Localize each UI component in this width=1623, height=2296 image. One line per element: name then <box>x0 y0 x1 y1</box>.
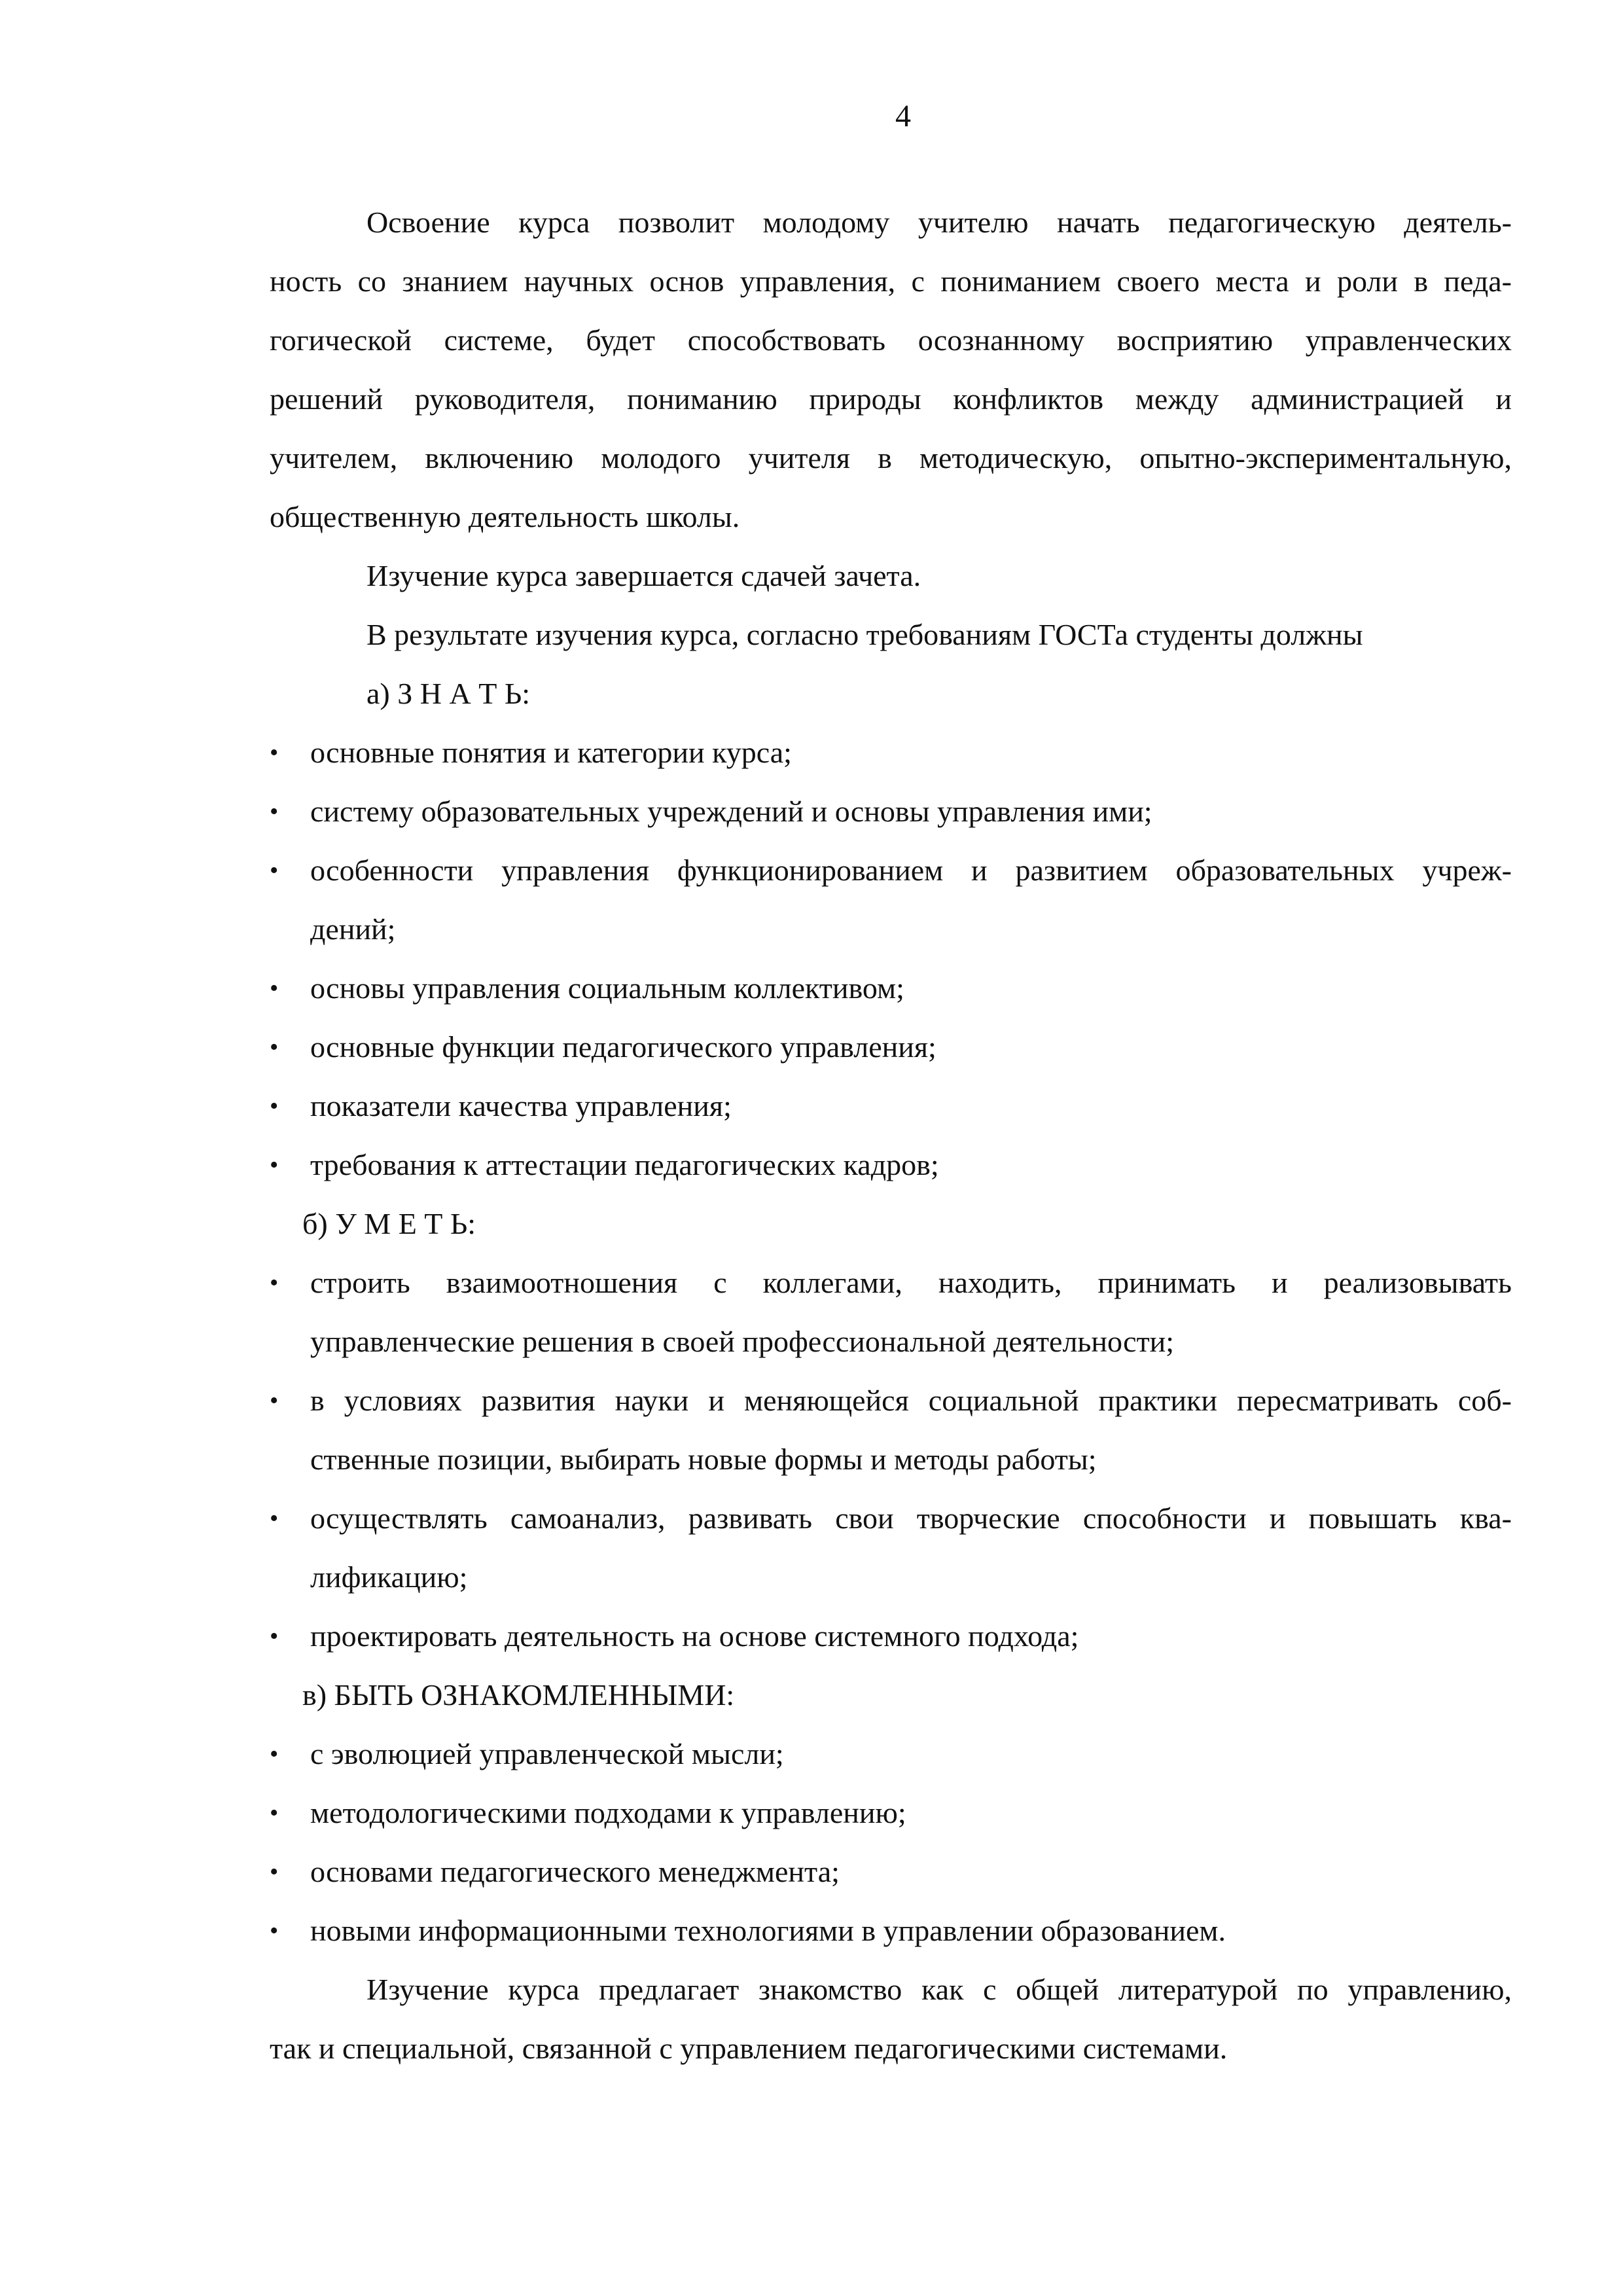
list-item: • основы управления социальным коллективом; <box>270 959 1512 1018</box>
bullet-icon: • <box>270 1799 279 1827</box>
page-number: 4 <box>895 99 911 134</box>
intro-line: гогической системе, будет способствовать осознанному восприятию управленческих <box>270 323 1512 357</box>
bullet-icon: • <box>270 975 279 1002</box>
list-item: • основные понятия и категории курса; <box>270 723 1512 782</box>
bullet-icon: • <box>270 739 279 766</box>
list-item: • систему образовательных учреждений и основы управления ими; <box>270 782 1512 841</box>
list-item-continuation: управленческие решения в своей профессиональной деятельности; <box>310 1325 1175 1358</box>
document-body <box>270 193 1512 2078</box>
section-label-able: б) У М Е Т Ь: <box>302 1207 476 1240</box>
list-item: • показатели качества управления; <box>270 1077 1512 1136</box>
list-item: • в условиях развития науки и меняющейся социальной практики пересматривать соб- <box>270 1371 1512 1430</box>
intro-line: учителем, включению молодого учителя в методическую, опытно-экспериментальную, <box>270 441 1512 475</box>
list-item: • осуществлять самоанализ, развивать свои творческие способности и повышать ква- <box>270 1489 1512 1548</box>
bullet-icon: • <box>270 1269 279 1297</box>
bullet-icon: • <box>270 1387 279 1414</box>
bullet-icon: • <box>270 1740 279 1768</box>
bullet-icon: • <box>270 1505 279 1532</box>
list-item: • проектировать деятельность на основе системного подхода; <box>270 1607 1512 1666</box>
bullet-icon: • <box>270 1623 279 1650</box>
intro-line: общественную деятельность школы. <box>270 500 740 533</box>
closing-line: Изучение курса предлагает знакомство как с общей литературой по управлению, <box>366 1973 1512 2006</box>
intro-line: ность со знанием научных основ управления, с пониманием своего места и роли в педа- <box>270 264 1512 298</box>
intro-line: решений руководителя, пониманию природы конфликтов между администрацией и <box>270 382 1512 416</box>
list-item: • новыми информационными технологиями в управлении образованием. <box>270 1901 1512 1960</box>
bullet-icon: • <box>270 1092 279 1120</box>
bullet-icon: • <box>270 1917 279 1945</box>
list-item: • особенности управления функционированием и развитием образовательных учреж- <box>270 841 1512 900</box>
exam-note: Изучение курса завершается сдачей зачета. <box>366 559 921 592</box>
section-label-familiar: в) БЫТЬ ОЗНАКОМЛЕННЫМИ: <box>302 1678 735 1712</box>
list-item: • основные функции педагогического управления; <box>270 1018 1512 1077</box>
list-item: • с эволюцией управленческой мысли; <box>270 1725 1512 1784</box>
list-item-continuation: ственные позиции, выбирать новые формы и методы работы; <box>310 1443 1097 1476</box>
bullet-icon: • <box>270 798 279 825</box>
list-item: • строить взаимоотношения с коллегами, находить, принимать и реализовывать <box>270 1253 1512 1312</box>
list-item-continuation: лификацию; <box>310 1560 468 1594</box>
list-item: • методологическими подходами к управлению; <box>270 1784 1512 1842</box>
bullet-icon: • <box>270 1151 279 1179</box>
closing-line: так и специальной, связанной с управлением педагогическими системами. <box>270 2032 1228 2065</box>
intro-line: Освоение курса позволит молодому учителю начать педагогическую деятель- <box>366 206 1512 239</box>
list-item: • требования к аттестации педагогических кадров; <box>270 1136 1512 1194</box>
bullet-icon: • <box>270 1858 279 1886</box>
list-item-continuation: дений; <box>310 912 396 946</box>
list-item: • основами педагогического менеджмента; <box>270 1842 1512 1901</box>
requirements-note: В результате изучения курса, согласно требованиям ГОСТа студенты должны <box>366 618 1363 651</box>
bullet-icon: • <box>270 857 279 884</box>
section-label-know: а) З Н А Т Ь: <box>366 677 531 710</box>
bullet-icon: • <box>270 1033 279 1061</box>
